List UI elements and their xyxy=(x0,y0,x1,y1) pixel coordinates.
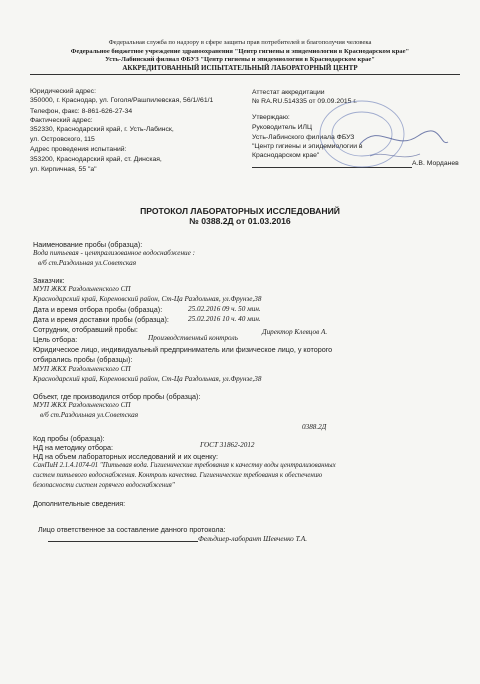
test-address-label: Адрес проведения испытаний: xyxy=(30,146,127,153)
customer-value-1: МУП ЖКХ Раздольненского СП xyxy=(33,285,131,293)
head-title-1: Руководитель ИЛЦ xyxy=(252,124,313,131)
legal-address-label: Юридический адрес: xyxy=(30,88,96,95)
entity-value-1: МУП ЖКХ Раздольненского СП xyxy=(33,365,131,373)
entity-label-2: отбирались пробы (образцы): xyxy=(33,355,133,364)
attestat-label: Аттестат аккредитации xyxy=(252,89,325,96)
sampler-value: Директор Клевцов А. xyxy=(262,328,328,336)
nd-volume-value-2: систем питьевого водоснабжения. Контроль качества. Гигиенические требования к обеспечению xyxy=(33,472,323,479)
customer-value-2: Краснодарский край, Кореновский район, Ст-Ца Раздольная, ул.Фрунзе,38 xyxy=(33,295,262,303)
header-line-3: Усть-Лабинский филиал ФБУЗ "Центр гигиены и эпидемиологии в Краснодарском крае" xyxy=(105,56,375,63)
entity-label-1: Юридическое лицо, индивидуальный предприниматель или физическое лицо, у которого xyxy=(33,345,333,354)
header-rule xyxy=(30,74,460,75)
object-value-1: МУП ЖКХ Раздольненского СП xyxy=(33,401,131,409)
responsible-signature-line xyxy=(48,541,198,542)
delivery-date-label: Дата и время доставки пробы (образца): xyxy=(33,315,169,324)
header-line-4: АККРЕДИТОВАННЫЙ ИСПЫТАТЕЛЬНЫЙ ЛАБОРАТОРНЫЙ ЦЕНТР xyxy=(122,64,358,72)
attestat-value: № RA.RU.514335 от 09.09.2015 г. xyxy=(252,98,357,105)
legal-address: 350000, г. Краснодар, ул. Гоголя/Рашпилевская, 56/1//61/1 xyxy=(30,97,214,104)
header-line-2: Федеральное бюджетное учреждение здравоохранения "Центр гигиены и эпидемиологии в Краснодарском крае" xyxy=(70,48,410,55)
responsible-label: Лицо ответственное за составление данного протокола: xyxy=(38,525,226,534)
nd-volume-value-3: безопасности систем горячего водоснабжения" xyxy=(33,482,175,489)
sampling-date-label: Дата и время отбора пробы (образца): xyxy=(33,305,163,314)
sample-code-value: 0388.2Д xyxy=(302,423,327,431)
nd-method-value: ГОСТ 31862-2012 xyxy=(200,441,255,449)
purpose-label: Цель отбора: xyxy=(33,335,78,344)
protocol-number: № 0388.2Д от 01.03.2016 xyxy=(189,216,291,226)
delivery-date-value: 25.02.2016 10 ч. 40 мин. xyxy=(188,315,261,323)
actual-address-line-2: ул. Островского, 115 xyxy=(30,136,95,143)
phone-fax: Телефон, факс: 8-861-626-27-34 xyxy=(30,108,133,115)
sampling-date-value: 25.02.2016 09 ч. 50 мин. xyxy=(188,305,261,313)
sample-name-label: Наименование пробы (образца): xyxy=(33,240,143,249)
sampler-label: Сотрудник, отобравший пробы: xyxy=(33,325,138,334)
object-label: Объект, где производился отбор пробы (образца): xyxy=(33,392,201,401)
sample-name-value-2: в/б ст.Раздольная ул.Советская xyxy=(38,259,137,267)
head-title-3: "Центр гигиены и эпидемиологии в xyxy=(252,143,363,150)
approved-label: Утверждаю: xyxy=(252,114,290,121)
head-title-4: Краснодарском крае" xyxy=(252,152,320,159)
nd-method-label: НД на методику отбора: xyxy=(33,443,114,452)
test-address-line-1: 353200, Краснодарский край, ст. Динская, xyxy=(30,156,162,163)
header-line-1: Федеральная служба по надзору в сфере защиты прав потребителей и благополучия человека xyxy=(108,39,372,46)
entity-value-2: Краснодарский край, Кореновский район, Ст-Ца Раздольная, ул.Фрунзе,38 xyxy=(33,375,262,383)
nd-volume-label: НД на объем лабораторных исследований и их оценку: xyxy=(33,452,218,461)
object-value-2: в/б ст.Раздольная ул.Советская xyxy=(40,411,139,419)
actual-address-line-1: 352330, Краснодарский край, г. Усть-Лабинск, xyxy=(30,126,174,133)
responsible-value: Фельдшер-лаборант Шевченко Т.А. xyxy=(198,535,308,543)
sample-code-label: Код пробы (образца): xyxy=(33,434,105,443)
purpose-value: Производственный контроль xyxy=(148,334,238,342)
nd-volume-value-1: СанПиН 2.1.4.1074-01 "Питьевая вода. Гигиенические требования к качеству воды централизованных xyxy=(33,462,336,469)
head-name: А.В. Морданев xyxy=(412,160,459,167)
head-title-2: Усть-Лабинского филиала ФБУЗ xyxy=(252,134,355,141)
customer-label: Заказчик: xyxy=(33,276,65,285)
test-address-line-2: ул. Кирпичная, 55 "а" xyxy=(30,166,97,173)
stamp-and-signature-image xyxy=(300,92,450,170)
additional-info-label: Дополнительные сведения: xyxy=(33,499,126,508)
sample-name-value-1: Вода питьевая - централизованное водоснабжение : xyxy=(33,249,196,257)
actual-address-label: Фактический адрес: xyxy=(30,117,93,124)
protocol-title: ПРОТОКОЛ ЛАБОРАТОРНЫХ ИССЛЕДОВАНИЙ xyxy=(140,206,340,216)
